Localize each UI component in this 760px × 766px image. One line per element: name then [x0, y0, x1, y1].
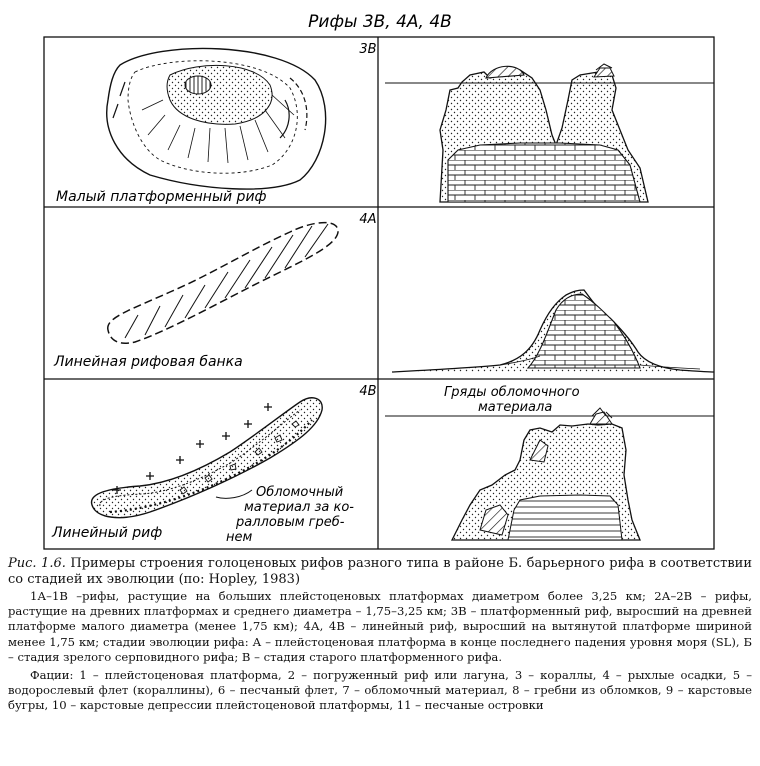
panel-label-4b: Линейный риф — [52, 525, 163, 541]
annotation-ridges-line-2: материала — [478, 400, 553, 415]
annotation-debris-line-4: нем — [226, 530, 253, 545]
plan-view-4a — [108, 223, 338, 344]
profile-3b — [385, 64, 714, 204]
panel-code-4a: 4А — [359, 212, 377, 227]
panel-code-4b: 4В — [359, 384, 377, 399]
panel-label-4a: Линейная рифовая банка — [54, 354, 243, 370]
caption-lead: Рис. 1.6. — [8, 556, 66, 571]
annotation-debris-line-2: материал за ко- — [244, 500, 354, 515]
plan-view-3b — [107, 48, 326, 189]
annotation-debris-line-1: Обломочный — [256, 485, 344, 500]
figure-caption — [8, 556, 752, 714]
figure-title: Рифы 3В, 4А, 4В — [308, 12, 452, 32]
annotation-ridges-line-1: Гряды обломочного — [444, 385, 580, 400]
panel-label-3b: Малый платформенный риф — [56, 189, 267, 205]
profile-4a — [392, 290, 714, 372]
caption-legend: 1А–1В –рифы, растущие на больших плейстоценовых платформах диаметром более 3,25 км; 2А–2В – рифы, растущие на древних платформах и среднего диаметра – 1,75–3,25 км; 3В – платформенный риф, выросший на древней платформе малого диаметра (менее 1,75 км); 4А, 4В – линейный риф, выросший на вытянутой платформе шириной менее 1,75 км; стадии эволюции рифа: А – плейстоценовая платформа в конце последнего падения уровня моря (SL), Б – стадия зрелого серповидного рифа; В – стадия старого платформенного рифа. — [8, 589, 752, 664]
profile-4b — [385, 408, 714, 540]
annotation-debris-line-3: ралловым греб- — [236, 515, 345, 530]
caption-text: Примеры строения голоценовых рифов разного типа в районе Б. барьерного рифа в соответствии со стадией их эволюции (по: Hopley, 1983) — [8, 556, 752, 587]
caption-facies: Фации: 1 – плейстоценовая платформа, 2 – погруженный риф или лагуна, 3 – кораллы, 4 – рыхлые осадки, 5 – водорослевый флет (кораллины), 6 – песчаный флет, 7 – обломочный материал, 8 – гребни из обломков, 9 – карстовые бугры, 10 – карстовые депрессии плейстоценовой платформы, 11 – песчаные островки — [8, 668, 752, 713]
caption-title — [8, 556, 752, 588]
panel-code-3b: 3В — [359, 42, 377, 57]
